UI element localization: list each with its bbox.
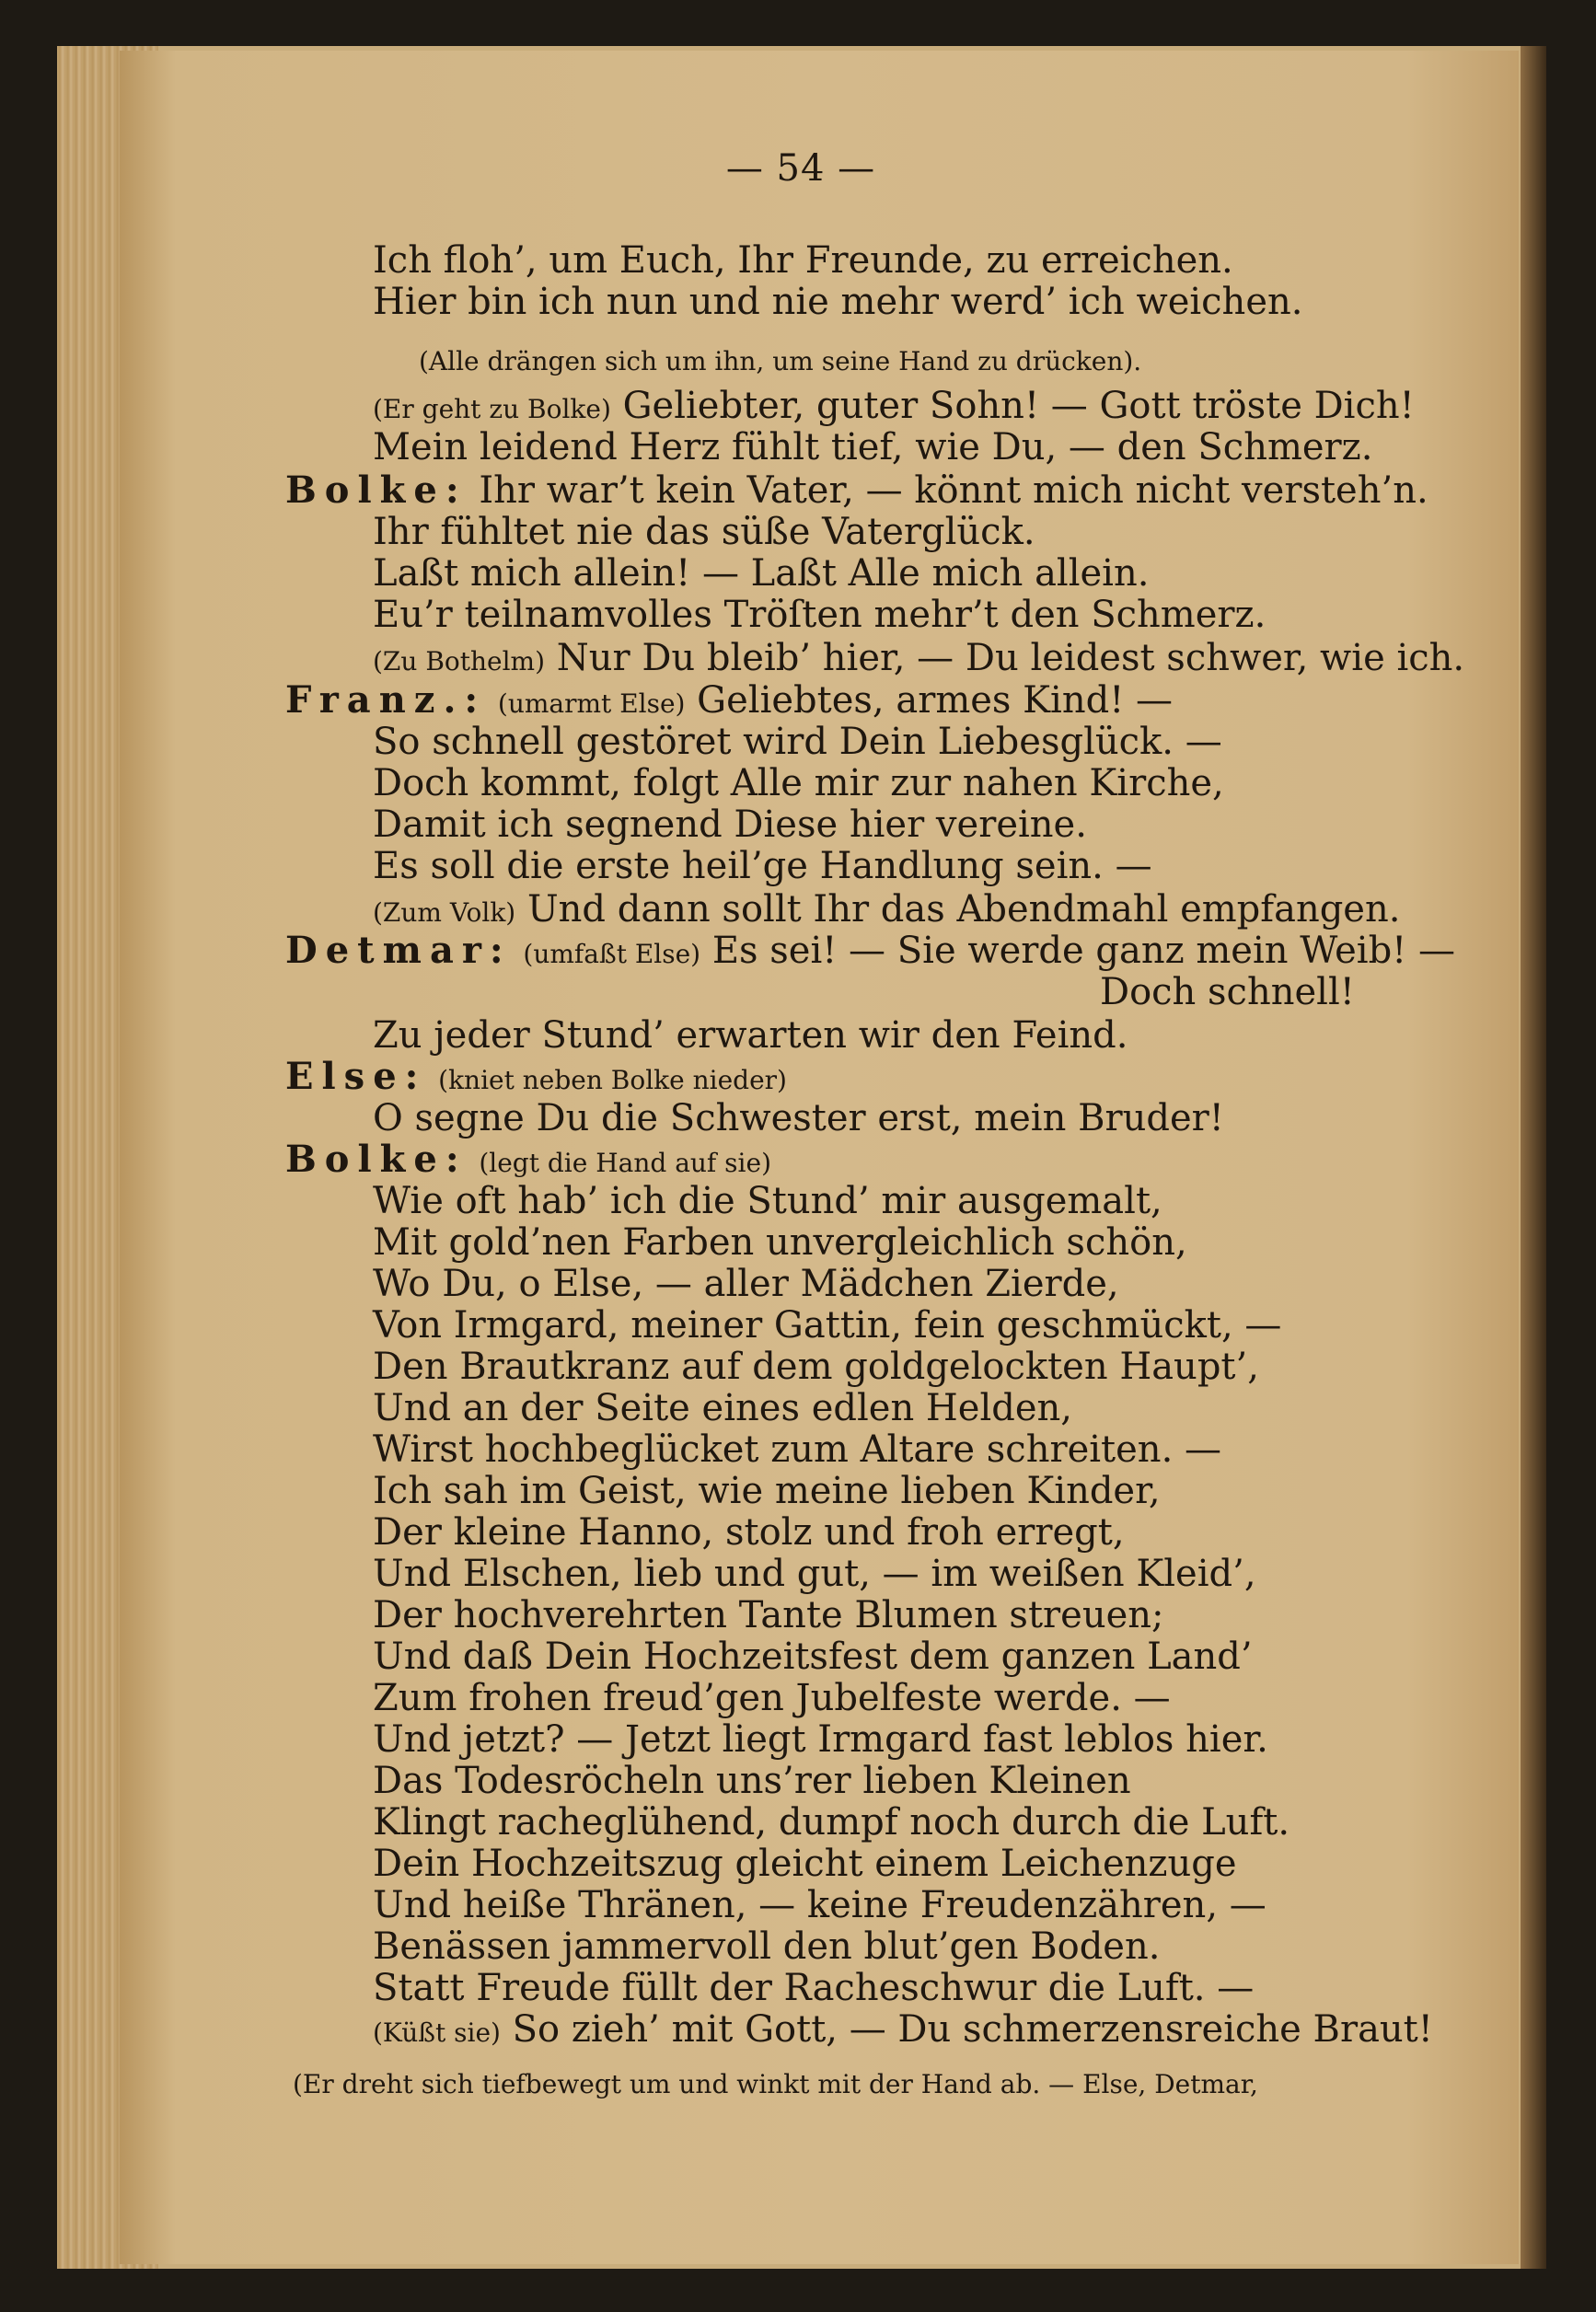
verse-line: [373, 1304, 1281, 1347]
line-text: Und an der Seite eines edlen Helden,: [373, 1387, 1073, 1429]
verse-line: [373, 1677, 1171, 1719]
line-text: Und daß Dein Hochzeitsfest dem ganzen Land’: [373, 1636, 1253, 1678]
speaker-name: Detmar:: [285, 929, 512, 972]
verse-line: [1100, 971, 1355, 1013]
page-number: — 54 —: [725, 147, 876, 190]
verse-line: [373, 1180, 1162, 1222]
line-text: Den Brautkranz auf dem goldgelockten Haupt’,: [373, 1346, 1259, 1388]
verse-line: [285, 469, 1428, 512]
verse-line: [373, 1594, 1164, 1636]
verse-line: [373, 1884, 1266, 1926]
verse-line: [373, 1097, 1224, 1139]
verse-line: [373, 1387, 1072, 1429]
stage-direction-inline: (Zum Volk): [373, 897, 516, 928]
verse-line: [373, 1263, 1119, 1305]
verse-line: [285, 679, 1173, 725]
line-text: Ihr war’t kein Vater, — könnt mich nicht versteh’n.: [479, 469, 1428, 512]
line-text: Hier bin ich nun und nie mehr werd’ ich weichen.: [373, 281, 1303, 323]
line-text: Und heiße Thränen, — keine Freudenzähren, —: [373, 1884, 1266, 1926]
line-text: Geliebter, guter Sohn! — Gott tröste Dich!: [622, 385, 1415, 427]
line-text: O segne Du die Schwester erst, mein Bruder!: [373, 1097, 1224, 1139]
line-text: Damit ich segnend Diese hier vereine.: [373, 803, 1087, 846]
line-text: Benässen jammervoll den blut’gen Boden.: [373, 1925, 1161, 1968]
stage-direction-text: (Er dreht sich tiefbewegt um und winkt mit der Hand ab. — Else, Detmar,: [293, 2069, 1258, 2099]
stage-direction: [293, 2060, 1258, 2106]
line-text: Von Irmgard, meiner Gattin, fein geschmückt, —: [373, 1304, 1282, 1347]
verse-line: [373, 637, 1464, 683]
verse-line: [373, 1014, 1128, 1057]
stage-direction-inline: (kniet neben Bolke nieder): [438, 1065, 787, 1095]
line-text: So zieh’ mit Gott, — Du schmerzensreiche Braut!: [512, 2008, 1433, 2051]
line-text: So schnell gestöret wird Dein Liebesglück. —: [373, 721, 1222, 763]
line-text: Und Elschen, lieb und gut, — im weißen Kleid’,: [373, 1553, 1256, 1595]
verse-line: [373, 721, 1222, 763]
line-text: Mein leidend Herz fühlt tief, wie Du, — den Schmerz.: [373, 426, 1373, 468]
stage-direction-inline: (Zu Bothelm): [373, 646, 546, 676]
line-text: Ich sah im Geist, wie meine lieben Kinder,: [373, 1470, 1161, 1512]
line-text: Geliebtes, armes Kind! —: [697, 679, 1174, 722]
line-text: Laßt mich allein! — Laßt Alle mich allein.: [373, 552, 1150, 595]
speaker-name: Bolke:: [285, 1138, 468, 1181]
verse-line: [373, 803, 1087, 846]
line-text: Wirst hochbeglücket zum Altare schreiten. —: [373, 1428, 1221, 1471]
verse-line: [373, 1346, 1259, 1388]
verse-line: [373, 762, 1224, 804]
verse-line: [373, 281, 1302, 323]
verse-line: [373, 845, 1152, 887]
verse-line: [373, 1967, 1254, 2009]
line-text: Und dann sollt Ihr das Abendmahl empfangen.: [526, 888, 1401, 931]
speaker-name: Else:: [285, 1055, 427, 1098]
verse-line: [373, 511, 1035, 553]
stage-direction-inline: (umfaßt Else): [523, 939, 701, 969]
line-text: Der hochverehrten Tante Blumen streuen;: [373, 1594, 1164, 1636]
line-text: Doch kommt, folgt Alle mir zur nahen Kirche,: [373, 762, 1224, 804]
line-text: Das Todesröcheln uns’rer lieben Kleinen: [373, 1760, 1131, 1802]
verse-line: [373, 1553, 1256, 1595]
line-text: Ihr fühltet nie das süße Vaterglück.: [373, 511, 1035, 553]
line-text: Eu’r teilnamvolles Tröſten mehr’t den Schmerz.: [373, 594, 1266, 636]
line-text: Zum frohen freud’gen Jubelfeste werde. —: [373, 1677, 1171, 1719]
verse-line: [373, 426, 1372, 468]
line-text: Es soll die erste heil’ge Handlung sein. —: [373, 845, 1152, 887]
line-text: Klingt racheglühend, dumpf noch durch die Luft.: [373, 1801, 1290, 1844]
verse-line: [285, 1056, 787, 1102]
line-text: Es sei! — Sie werde ganz mein Weib! —: [711, 930, 1455, 972]
stage-direction-inline: (Küßt sie): [373, 2017, 501, 2048]
verse-line: [373, 1801, 1290, 1844]
verse-line: [285, 1139, 771, 1185]
speaker-name: Bolke:: [285, 468, 468, 512]
line-text: Wie oft hab’ ich die Stund’ mir ausgemalt,: [373, 1180, 1162, 1222]
line-text: Mit gold’nen Farben unvergleichlich schön,: [373, 1221, 1187, 1264]
verse-line: [373, 1470, 1161, 1512]
verse-line: [373, 1925, 1160, 1968]
verse-line: [373, 2008, 1433, 2054]
line-text: Statt Freude füllt der Racheschwur die Luft. —: [373, 1967, 1255, 2009]
line-text: Der kleine Hanno, stolz und froh erregt,: [373, 1511, 1125, 1554]
line-text: Zu jeder Stund’ erwarten wir den Feind.: [373, 1014, 1128, 1057]
stage-direction-inline: (Er geht zu Bolke): [373, 394, 611, 424]
verse-line: [373, 1718, 1268, 1761]
verse-line: [373, 594, 1266, 636]
stage-direction-inline: (umarmt Else): [497, 688, 686, 719]
line-text: Dein Hochzeitszug gleicht einem Leichenzuge: [373, 1843, 1237, 1885]
verse-line: [285, 930, 1455, 976]
verse-line: [373, 1636, 1253, 1678]
verse-line: [373, 888, 1400, 934]
verse-line: [373, 1843, 1237, 1885]
line-text: Ich floh’, um Euch, Ihr Freunde, zu erreichen.: [373, 239, 1233, 282]
speaker-name: Franz.:: [285, 678, 487, 722]
stage-direction-text: (Alle drängen sich um ihn, um seine Hand zu drücken).: [419, 346, 1142, 376]
stage-direction: [419, 337, 1141, 383]
line-text: Und jetzt? — Jetzt liegt Irmgard fast leblos hier.: [373, 1718, 1268, 1761]
verse-line: [373, 385, 1415, 431]
verse-line: [373, 1221, 1187, 1264]
line-text: Doch schnell!: [1100, 971, 1355, 1013]
verse-line: [373, 1511, 1125, 1554]
line-text: Wo Du, o Else, — aller Mädchen Zierde,: [373, 1263, 1119, 1305]
verse-line: [373, 552, 1149, 595]
verse-line: [373, 239, 1233, 282]
verse-line: [373, 1760, 1131, 1802]
line-text: Nur Du bleib’ hier, — Du leidest schwer, wie ich.: [556, 637, 1465, 679]
stage-direction-inline: (legt die Hand auf sie): [479, 1148, 771, 1178]
verse-line: [373, 1428, 1221, 1471]
